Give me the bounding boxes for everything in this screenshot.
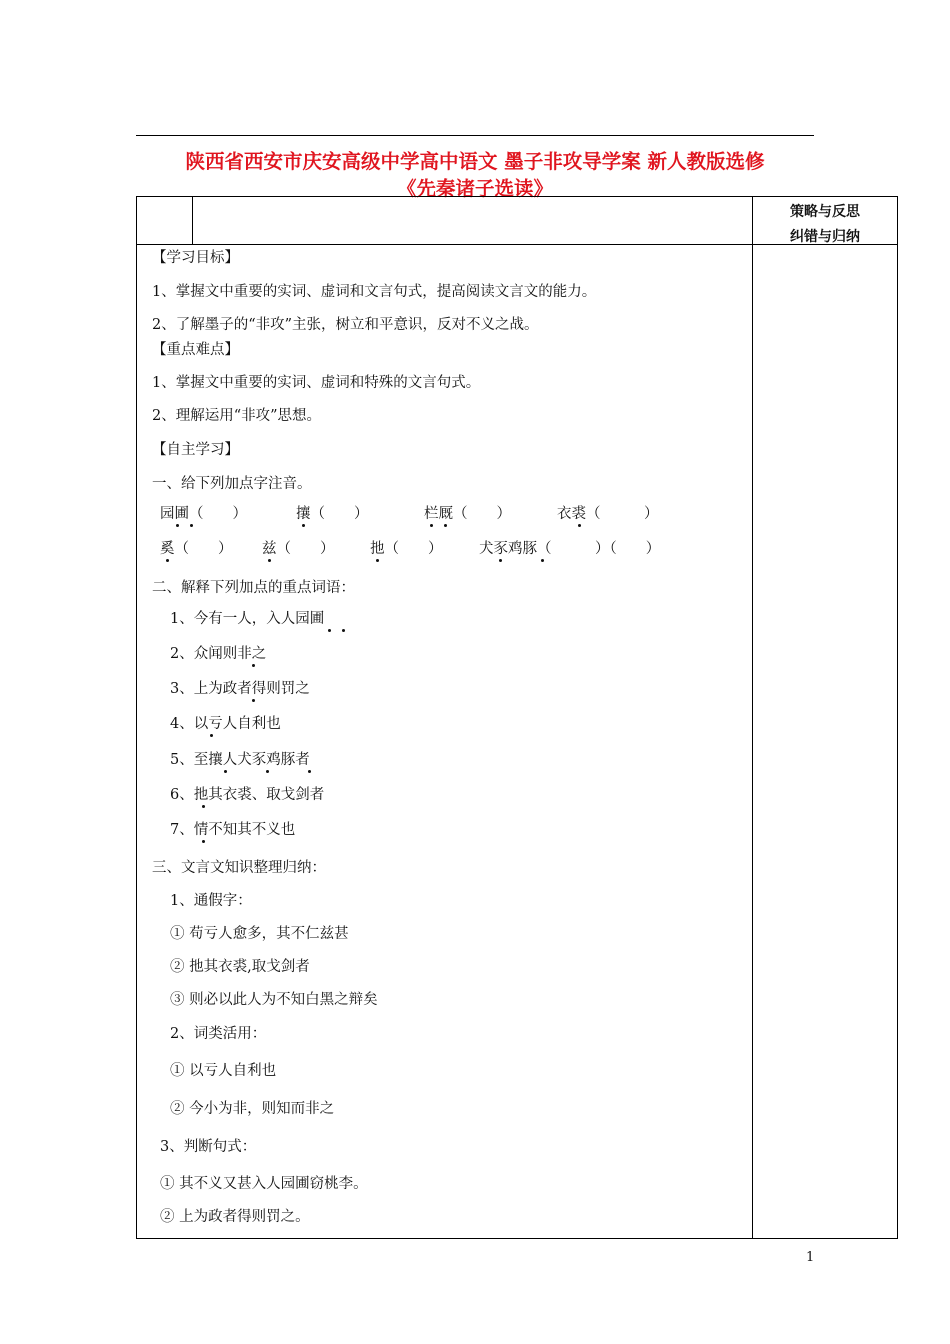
emphasis-dot <box>202 840 205 843</box>
emphasis-dot <box>302 524 305 527</box>
exercise-heading: 二、解释下列加点的重点词语： <box>152 580 355 596</box>
explain-item: 2、众闻则非之 <box>170 646 267 662</box>
emphasis-dot <box>210 734 213 737</box>
emphasis-dot <box>202 805 205 808</box>
pinyin-item: 奚（ ） <box>160 541 233 557</box>
explain-item: 3、上为政者得则罚之 <box>170 681 310 697</box>
section-heading: 【自主学习】 <box>152 442 239 458</box>
document-subtitle: 《先秦诸子选读》 <box>396 177 553 200</box>
emphasis-dot <box>266 770 269 773</box>
loan-item: ① 苟亏人愈多，其不仁兹甚 <box>170 926 349 942</box>
emphasis-dot <box>268 559 271 562</box>
emphasis-dot <box>252 664 255 667</box>
page-number: 1 <box>806 1250 815 1265</box>
judge-item: ① 其不义又甚入人园圃窃桃李。 <box>160 1176 368 1192</box>
emphasis-dot <box>376 559 379 562</box>
goal-item: 1、掌握文中重要的实词、虚词和文言句式，提高阅读文言文的能力。 <box>152 284 597 300</box>
judge-item: ② 上为政者得则罚之。 <box>160 1209 310 1225</box>
section-heading: 【学习目标】 <box>152 250 239 266</box>
section-heading: 【重点难点】 <box>152 342 239 358</box>
explain-item: 6、扡其衣裘、取戈剑者 <box>170 787 325 803</box>
key-item: 2、理解运用“非攻”思想。 <box>152 408 322 424</box>
exercise-heading: 三、文言文知识整理归纳： <box>152 860 326 876</box>
subheading: 2、词类活用： <box>170 1026 267 1042</box>
subheading: 1、通假字： <box>170 893 252 909</box>
explain-item: 5、至攘人犬豕鸡豚者 <box>170 752 310 768</box>
subheading: 3、判断句式： <box>160 1139 257 1155</box>
emphasis-dot <box>328 629 331 632</box>
key-item: 1、掌握文中重要的实词、虚词和特殊的文言句式。 <box>152 375 481 391</box>
pinyin-item: 扡（ ） <box>370 541 443 557</box>
header-cell-divider <box>192 196 193 244</box>
emphasis-dot <box>176 524 179 527</box>
pinyin-item: 栏厩（ ） <box>424 506 511 522</box>
emphasis-dot <box>190 524 193 527</box>
emphasis-dot <box>252 699 255 702</box>
emphasis-dot <box>224 770 227 773</box>
pinyin-item: 兹（ ） <box>262 541 335 557</box>
explain-item: 4、以亏人自利也 <box>170 716 281 732</box>
explain-item: 1、今有一人，入人园圃 <box>170 611 325 627</box>
side-heading-strategy: 策略与反思 <box>790 204 860 220</box>
pinyin-item: 衣裘（ ） <box>557 506 659 522</box>
pos-item: ② 今小为非，则知而非之 <box>170 1101 335 1117</box>
side-heading-correction: 纠错与归纳 <box>790 229 860 245</box>
loan-item: ② 扡其衣裘,取戈剑者 <box>170 959 310 975</box>
emphasis-dot <box>444 524 447 527</box>
emphasis-dot <box>430 524 433 527</box>
emphasis-dot <box>541 559 544 562</box>
pinyin-item: 攘（ ） <box>296 506 369 522</box>
exercise-heading: 一、给下列加点字注音。 <box>152 476 312 492</box>
emphasis-dot <box>308 770 311 773</box>
pinyin-item: 犬豕鸡豚（ ）（ ） <box>479 541 661 557</box>
side-column-divider <box>752 196 753 1239</box>
emphasis-dot <box>166 559 169 562</box>
pinyin-item: 园圃（ ） <box>160 506 247 522</box>
header-rule <box>136 135 814 136</box>
explain-item: 7、情不知其不义也 <box>170 822 296 838</box>
goal-item: 2、了解墨子的“非攻”主张，树立和平意识，反对不义之战。 <box>152 317 539 333</box>
emphasis-dot <box>342 629 345 632</box>
emphasis-dot <box>499 559 502 562</box>
document-title: 陕西省西安市庆安高级中学高中语文 墨子非攻导学案 新人教版选修 <box>185 150 765 173</box>
emphasis-dot <box>578 524 581 527</box>
pos-item: ① 以亏人自利也 <box>170 1063 277 1079</box>
loan-item: ③ 则必以此人为不知白黑之辩矣 <box>170 992 378 1008</box>
